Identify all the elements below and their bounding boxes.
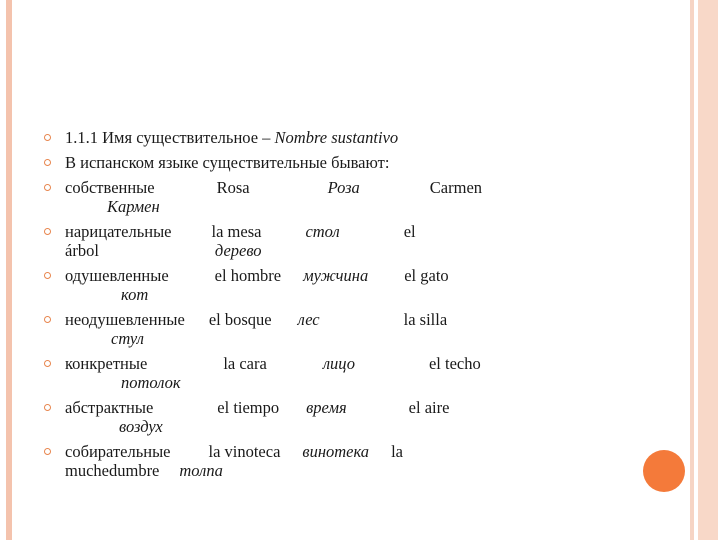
bullet-list xyxy=(44,128,644,480)
russian-translation: толпа xyxy=(179,461,223,480)
russian-translation: лицо xyxy=(322,354,355,373)
spanish-word: el aire xyxy=(408,398,450,417)
list-item-common xyxy=(44,222,644,260)
spanish-word: Carmen xyxy=(429,178,483,197)
spanish-word: el hombre xyxy=(214,266,282,285)
list-item-heading xyxy=(44,128,644,147)
russian-translation: потолок xyxy=(121,373,181,392)
russian-translation: Кармен xyxy=(107,197,160,216)
spanish-word: la vinoteca xyxy=(208,442,281,461)
list-item-abstract xyxy=(44,398,644,436)
list-item-proper xyxy=(44,178,644,216)
russian-translation: кот xyxy=(121,285,149,304)
spanish-word: la xyxy=(391,442,403,461)
spanish-word: el tiempo xyxy=(217,398,280,417)
spanish-word: muchedumbre xyxy=(65,461,160,480)
bullet-icon xyxy=(44,448,51,455)
category-label: нарицательные xyxy=(65,222,172,241)
list-item-intro xyxy=(44,153,644,172)
slide-border-left xyxy=(6,0,12,540)
russian-translation: дерево xyxy=(214,241,262,260)
spanish-word: la mesa xyxy=(211,222,262,241)
russian-translation: время xyxy=(306,398,347,417)
item-text: 1.1.1 Имя существительное – xyxy=(65,128,275,147)
category-label: собирательные xyxy=(65,442,171,461)
bullet-icon xyxy=(44,159,51,166)
list-item-animate xyxy=(44,266,644,304)
category-label: конкретные xyxy=(65,354,148,373)
spanish-word: el xyxy=(403,222,416,241)
list-item-collective xyxy=(44,442,644,480)
bullet-icon xyxy=(44,316,51,323)
russian-translation: воздух xyxy=(119,417,163,436)
category-label: одушевленные xyxy=(65,266,169,285)
list-item-concrete xyxy=(44,354,644,392)
bullet-icon xyxy=(44,228,51,235)
category-label: неодушевленные xyxy=(65,310,185,329)
slide-border-right-inner xyxy=(690,0,694,540)
russian-translation: Роза xyxy=(327,178,360,197)
russian-translation: стол xyxy=(305,222,340,241)
category-label: собственные xyxy=(65,178,155,197)
list-item-inanimate xyxy=(44,310,644,348)
bullet-icon xyxy=(44,134,51,141)
bullet-icon xyxy=(44,360,51,367)
spanish-word: la silla xyxy=(403,310,448,329)
item-text: В испанском языке существительные бывают: xyxy=(65,153,390,172)
spanish-word: el bosque xyxy=(208,310,272,329)
russian-translation: лес xyxy=(297,310,320,329)
spanish-word: el techo xyxy=(428,354,481,373)
item-translation: Nombre sustantivo xyxy=(274,128,399,147)
russian-translation: мужчина xyxy=(303,266,369,285)
russian-translation: стул xyxy=(111,329,144,348)
orange-circle-decoration xyxy=(643,450,685,492)
bullet-icon xyxy=(44,272,51,279)
bullet-icon xyxy=(44,404,51,411)
spanish-word: la cara xyxy=(223,354,267,373)
russian-translation: винотека xyxy=(302,442,370,461)
spanish-word: Rosa xyxy=(216,178,250,197)
category-label: абстрактные xyxy=(65,398,154,417)
spanish-word: árbol xyxy=(65,241,99,260)
bullet-icon xyxy=(44,184,51,191)
spanish-word: el gato xyxy=(404,266,449,285)
slide-border-right-outer xyxy=(698,0,718,540)
